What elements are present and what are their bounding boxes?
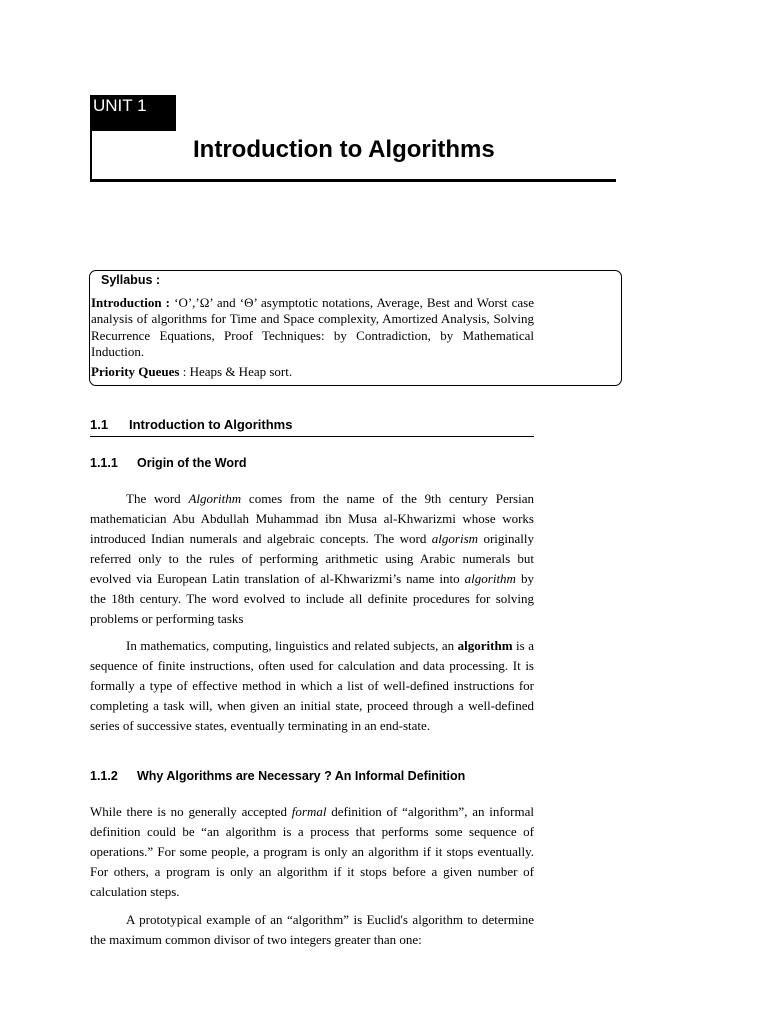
syllabus-pq-text: : Heaps & Heap sort. (179, 364, 293, 379)
syllabus-label: Syllabus : (101, 273, 161, 287)
syllabus-introduction (91, 295, 534, 360)
section-title: Introduction to Algorithms (129, 417, 293, 432)
italic-text: Algorithm (188, 491, 242, 506)
header-vertical-rule (90, 131, 92, 182)
section-heading-1-1-2 (90, 769, 465, 783)
text: is a sequence of finite instructions, often used for calculation and data processing. It is formally a type of effective method in which a list of well-defined instructions for completing a task will, when given an initial state, proceed through a well-defined series of successive states, eventually terminating in an end-state. (90, 638, 534, 733)
section-title: Origin of the Word (137, 456, 247, 470)
text: comes from the name of the 9th century Persian mathematician Abu Abdullah Muhammad ibn Musa al-Khwarizmi whose works introduced Indian numerals and algebraic concepts. The word (90, 491, 534, 546)
unit-badge (90, 95, 176, 131)
italic-text: formal (291, 804, 327, 819)
text: A prototypical example of an “algorithm” is Euclid's algorithm to determine the maximum common divisor of two integers greater than one: (90, 912, 534, 947)
paragraph-origin (90, 489, 534, 629)
paragraph-euclid-example (90, 910, 534, 950)
syllabus-intro-term: Introduction : (91, 295, 171, 310)
section-number: 1.1.1 (90, 456, 118, 470)
text: originally referred only to the rules of performing arithmetic using Arabic numerals but evolved via European Latin translation of al-Khwarizmi’s name into (90, 531, 534, 586)
section-heading-1-1-1 (90, 456, 246, 470)
italic-text: algorithm (464, 571, 516, 586)
italic-text: algorism (431, 531, 479, 546)
section-number: 1.1 (90, 417, 109, 432)
text: by the 18th century. The word evolved to include all definite procedures for solving problems or performing tasks (90, 571, 534, 626)
text: The word (126, 491, 189, 506)
syllabus-priority-queues (91, 364, 534, 380)
text: While there is no generally accepted (90, 804, 292, 819)
syllabus-pq-term: Priority Queues (91, 364, 180, 379)
text: definition of “algorithm”, an informal definition could be “an algorithm is a process that performs some sequence of operations.” For some people, a program is only an algorithm if it stops eventually. For others, a program is only an algorithm if it stops before a given number of calculation steps. (90, 804, 534, 899)
bold-text: algorithm (457, 638, 513, 653)
section-number: 1.1.2 (90, 769, 118, 783)
paragraph-informal-definition (90, 802, 534, 902)
syllabus-intro-text: ‘O’,’Ω’ and ‘Θ’ asymptotic notations, Average, Best and Worst case analysis of algorithms for Time and Space complexity, Amortized Analysis, Solving Recurrence Equations, Proof Techniques: by Contradiction, by Mathematical Induction. (91, 295, 534, 359)
section-heading-1-1 (90, 417, 292, 432)
unit-label: UNIT 1 (93, 96, 147, 115)
section-title: Why Algorithms are Necessary ? An Informal Definition (137, 769, 466, 783)
chapter-title: Introduction to Algorithms (193, 136, 495, 163)
header-horizontal-rule (90, 179, 616, 182)
text: In mathematics, computing, linguistics and related subjects, an (126, 638, 458, 653)
section-rule (90, 436, 534, 437)
paragraph-definition (90, 636, 534, 736)
